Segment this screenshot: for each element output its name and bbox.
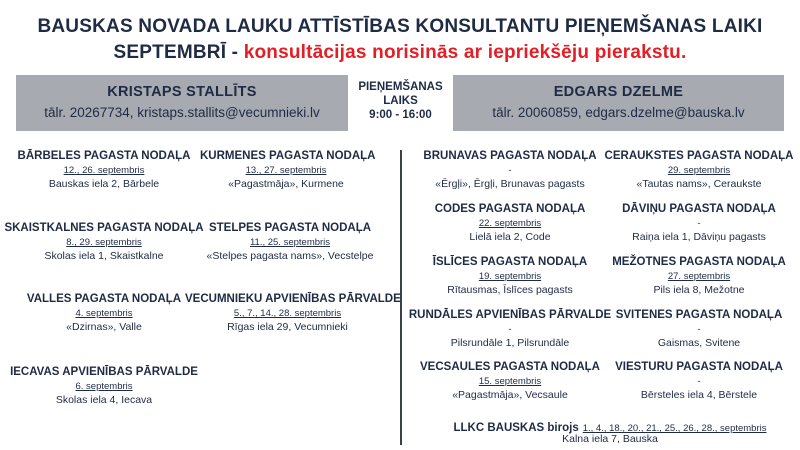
llkc-address: Kalna iela 7, Bauska xyxy=(562,433,658,445)
office-islice xyxy=(410,256,610,296)
office-name: SVITENES PAGASTA NODAĻA xyxy=(615,309,783,321)
office-address: «Ērgļi», Ērgļi, Brunavas pagasts xyxy=(435,178,585,190)
office-name: CODES PAGASTA NODAĻA xyxy=(434,203,586,215)
office-date: 11., 25. septembris xyxy=(249,237,331,248)
office-address: Bauskas iela 2, Bārbele xyxy=(48,178,160,190)
title-highlight: konsultācijas norisinās ar iepriekšēju pierakstu. xyxy=(243,42,687,63)
office-name: BĀRBELES PAGASTA NODAĻA xyxy=(17,150,191,162)
office-rundale xyxy=(406,309,614,349)
title-prefix: SEPTEMBRĪ - xyxy=(113,42,244,63)
office-name: VIESTURU PAGASTA NODAĻA xyxy=(615,361,783,373)
office-address: «Tautas nams», Ceraukste xyxy=(636,178,762,190)
consultant-left-band xyxy=(16,75,348,131)
office-address: Pils iela 8, Mežotne xyxy=(653,284,745,296)
office-name: MEŽOTNES PAGASTA NODAĻA xyxy=(612,256,786,268)
consultant-right-band xyxy=(453,75,784,131)
office-date: 19. septembris xyxy=(478,271,542,282)
office-date: 29. septembris xyxy=(667,165,731,176)
office-skaistkalne xyxy=(4,222,204,262)
office-code xyxy=(410,203,610,243)
office-name: ĪSLĪCES PAGASTA NODAĻA xyxy=(432,256,588,268)
office-address: Rītausmas, Īslīces pagasts xyxy=(447,284,573,296)
consultant-right-name: EDGARS DZELME xyxy=(553,84,684,100)
office-address: Rīgas iela 29, Vecumnieki xyxy=(227,321,348,333)
office-address: «Dzirnas», Valle xyxy=(66,321,142,333)
office-svitene xyxy=(603,309,795,349)
office-date: - xyxy=(697,218,701,229)
office-name: SKAISTKALNES PAGASTA NODAĻA xyxy=(4,222,204,234)
office-address: Pilsrundāle 1, Pilsrundāle xyxy=(450,337,570,349)
office-address: «Pagastmāja», Vecsaule xyxy=(452,389,568,401)
office-name: VECSAULES PAGASTA NODAĻA xyxy=(420,361,600,373)
reception-hours xyxy=(348,80,453,122)
consultant-right-contact: tālr. 20060859, edgars.dzelme@bauska.lv xyxy=(492,105,745,120)
office-date: - xyxy=(697,324,701,335)
office-name: DĀVIŅU PAGASTA NODAĻA xyxy=(622,203,776,215)
office-date: - xyxy=(508,165,512,176)
office-name: IECAVAS APVIENĪBAS PĀRVALDE xyxy=(10,366,198,378)
office-name: KURMENES PAGASTA NODAĻA xyxy=(200,150,376,162)
office-date: 8., 29. septembris xyxy=(66,237,142,248)
office-kurmene xyxy=(200,150,376,190)
consultant-left-name: KRISTAPS STALLĪTS xyxy=(107,84,257,100)
office-name: RUNDĀLES APVIENĪBAS PĀRVALDE xyxy=(408,309,612,321)
office-date: 15. septembris xyxy=(478,376,542,387)
office-address: Skolas iela 1, Skaistkalne xyxy=(44,250,164,262)
office-date: - xyxy=(697,376,701,387)
hours-label-2: LAIKS xyxy=(383,95,418,107)
office-name: STELPES PAGASTA NODAĻA xyxy=(208,222,372,234)
office-valle xyxy=(8,293,200,333)
office-stelpe xyxy=(200,222,380,262)
hours-label-1: PIEŅEMŠANAS xyxy=(358,81,443,93)
office-address: Raiņa iela 1, Dāviņu pagasts xyxy=(632,231,766,243)
page-title-line-1: BAUSKAS NOVADA LAUKU ATTĪSTĪBAS KONSULTANTU PIEŅEMŠANAS LAIKI xyxy=(37,16,763,37)
office-name: BRUNAVAS PAGASTA NODAĻA xyxy=(423,150,597,162)
office-date: 13., 27. septembris xyxy=(245,165,327,176)
office-address: Gaismas, Svitene xyxy=(657,337,741,349)
office-date: 27. septembris xyxy=(667,271,731,282)
office-address: Lielā iela 2, Code xyxy=(469,231,551,243)
office-date: 6. septembris xyxy=(75,381,133,392)
office-date: 22. septembris xyxy=(478,218,542,229)
office-address: Skolas iela 4, Iecava xyxy=(55,394,153,406)
page-title-line-2 xyxy=(0,42,800,64)
office-viesturi xyxy=(603,361,795,401)
llkc-date: 1., 4., 18., 20., 21., 25., 26., 28., septembris xyxy=(582,423,767,434)
office-ceraukste xyxy=(603,150,795,190)
office-date: 4. septembris xyxy=(75,308,133,319)
consultant-left-contact: tālr. 20267734, kristaps.stallits@vecumnieki.lv xyxy=(44,105,320,120)
office-address: «Stelpes pagasta nams», Vecstelpe xyxy=(206,250,374,262)
office-date: 12., 26. septembris xyxy=(63,165,145,176)
llkc-name: LLKC BAUSKAS birojs xyxy=(453,422,579,434)
office-date: 5., 7., 14., 28. septembris xyxy=(233,308,342,319)
office-vecsaule xyxy=(410,361,610,401)
office-davini xyxy=(603,203,795,243)
office-address: Bērsteles iela 4, Bērstele xyxy=(640,389,758,401)
office-vecumnieki xyxy=(185,293,401,333)
office-name: VECUMNIEKU APVIENĪBAS PĀRVALDE xyxy=(185,293,401,305)
office-mezotne xyxy=(603,256,795,296)
office-address: «Pagastmāja», Kurmene xyxy=(228,178,344,190)
office-barbele xyxy=(8,150,200,190)
office-date: - xyxy=(508,324,512,335)
office-iecava xyxy=(8,366,200,406)
hours-time: 9:00 - 16:00 xyxy=(369,109,432,121)
office-name: VALLES PAGASTA NODAĻA xyxy=(26,293,182,305)
office-name: CERAUKSTES PAGASTA NODAĻA xyxy=(604,150,794,162)
office-brunava xyxy=(410,150,610,190)
